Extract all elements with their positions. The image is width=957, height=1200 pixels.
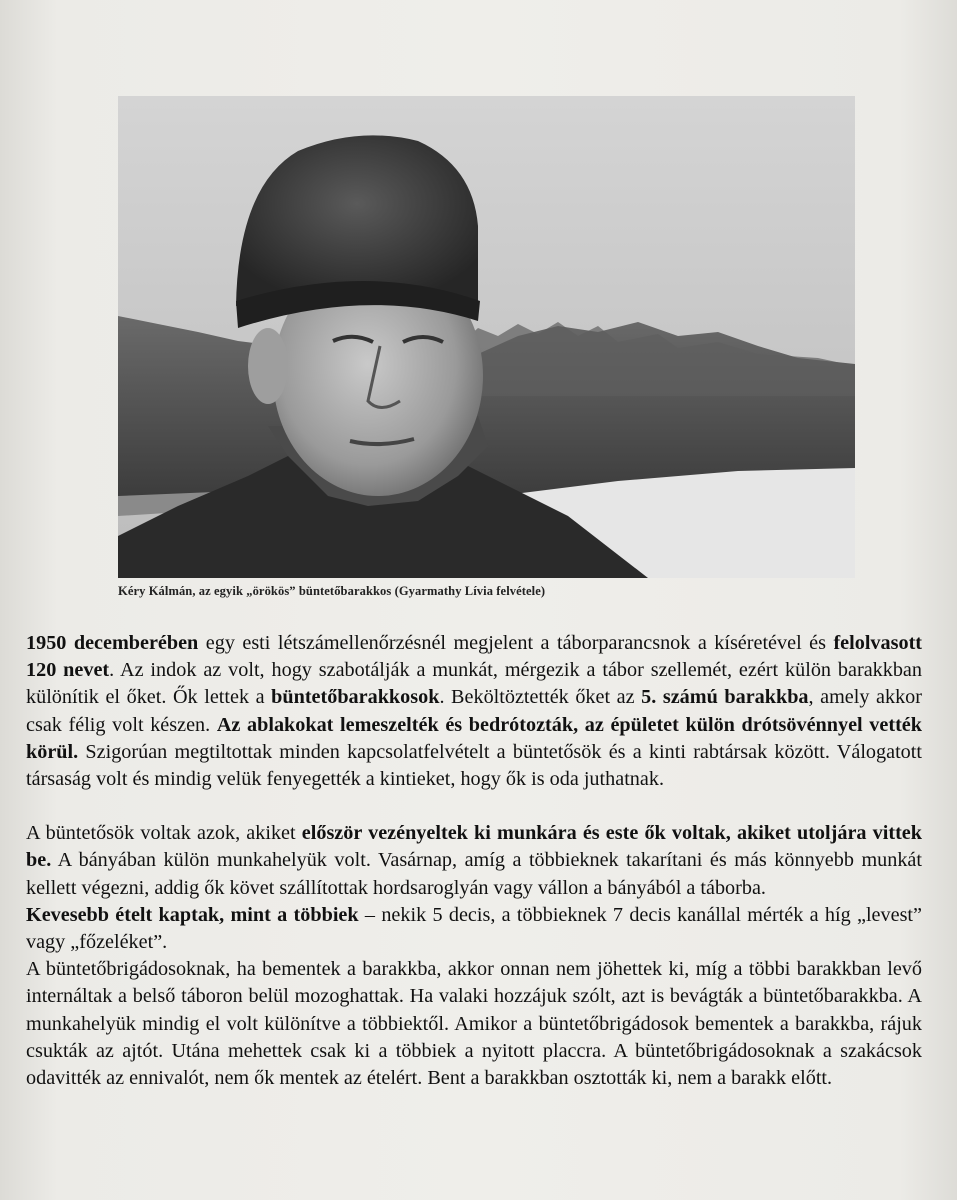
- paragraph-1-text-4: , amely akkor csak félig volt készen.: [26, 686, 922, 736]
- paragraph-4: [26, 956, 922, 1092]
- paragraph-1-text-1: egy esti létszámellenőrzésnél megjelent a táborparancsnok a kíséretével és: [198, 632, 834, 654]
- paragraph-1-bold-1: 1950 decemberében: [26, 632, 199, 654]
- article-text: [26, 630, 922, 1092]
- paragraph-2-text-2: A bányában külön munkahelyük volt. Vasárnap, amíg a többieknek takarítani és más könnyebb munkát kellett végezni, addig ők követ szállítottak hordsaroglyán vagy vállon a bányából a táborba.: [26, 849, 922, 899]
- paragraph-1-bold-3: büntetőbarakkosok: [271, 686, 440, 709]
- paragraph-1-text-3: . Beköltöztették őket az: [439, 686, 642, 709]
- paragraph-1-text-2: . Az indok az volt, hogy szabotálják a munkát, mérgezik a tábor szellemét, ezért külön barakkban különítik el őket. Ők lettek a: [26, 659, 922, 709]
- photo-caption: Kéry Kálmán, az egyik „örökös” büntetőbarakkos (Gyarmathy Lívia felvétele): [118, 584, 546, 598]
- paragraph-2-text-1: A büntetősök voltak azok, akiket: [26, 822, 302, 845]
- paragraph-3: [26, 902, 922, 956]
- paragraph-1-bold-4: 5. számú barakkba: [641, 686, 809, 709]
- paragraph-3-bold-1: Kevesebb ételt kaptak, mint a többiek: [26, 903, 359, 926]
- portrait-photo-icon: [118, 96, 855, 578]
- paragraph-2: [26, 820, 922, 902]
- paragraph-1-text-5: Szigorúan megtiltottak minden kapcsolatfelvételt a büntetősök és a kinti rabtársak között. Válogatott társaság volt és mindig velük fenyegették a kintieket, hogy ők is oda juthatnak.: [26, 740, 922, 791]
- paragraph-1: [26, 630, 922, 793]
- portrait-photo: [118, 96, 855, 578]
- paragraph-4-text-1: A büntetőbrigádosoknak, ha bementek a barakkba, akkor onnan nem jöhettek ki, míg a többi barakkban levő internáltak a belső táboron belül mozoghattak. Ha valaki hozzájuk szólt, azt is bevágták a büntetőbarakkba. A munkahelyük mindig el volt különítve a többiektől. Amikor a büntetőbrigádosok bementek a barakkba, rájuk csukták az ajtót. Utána mehettek csak ki a többiek a nyitott placcra. A büntetőbrigádosoknak a szakácsok odavitték az ennivalót, nem ők mentek az ételért. Bent a barakkban osztották ki, nem a barakk előtt.: [26, 958, 922, 1090]
- paragraph-1-bold-5: Az ablakokat lemeszelték és bedrótozták, az épületet külön drótsövénnyel vették körül.: [26, 713, 922, 763]
- paragraph-3-text-1: – nekik 5 decis, a többieknek 7 decis kanállal mérték a híg „levest” vagy „főzeléket”.: [26, 903, 922, 954]
- paragraph-2-bold-1: először vezényeltek ki munkára és este ők voltak, akiket utoljára vittek be.: [26, 822, 922, 872]
- paragraph-1-bold-2: felolvasott 120 nevet: [26, 632, 923, 682]
